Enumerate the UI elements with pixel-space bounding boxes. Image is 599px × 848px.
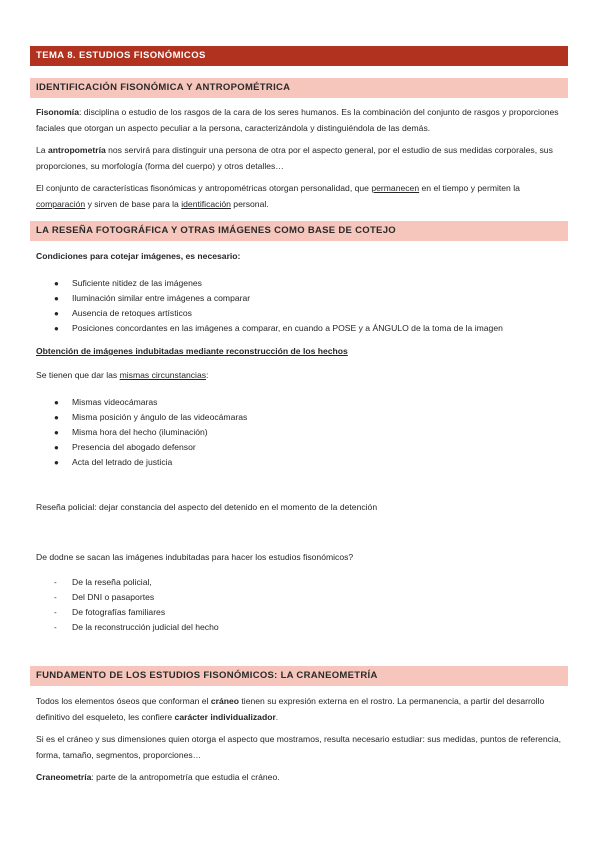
list-item xyxy=(36,620,566,635)
paragraph-text: : parte de la antropometría que estudia el cráneo. xyxy=(91,772,280,782)
paragraph-text: : xyxy=(206,370,209,380)
list-item xyxy=(36,440,566,455)
bullet-icon: ● xyxy=(54,324,59,333)
circumstances-list xyxy=(36,395,566,470)
question-paragraph: De dodne se sacan las imágenes indubitadas para hacer los estudios fisonómicos? xyxy=(36,552,354,562)
list-item-text: De fotografías familiares xyxy=(72,607,166,617)
list-item xyxy=(36,276,566,291)
list-item xyxy=(36,590,566,605)
list-item-text: Ausencia de retoques artísticos xyxy=(72,308,192,318)
chapter-title-bar: TEMA 8. ESTUDIOS FISONÓMICOS xyxy=(30,46,568,66)
list-item xyxy=(36,321,566,336)
underlined-comparacion: comparación xyxy=(36,198,86,209)
paragraph-text: personal. xyxy=(230,198,269,209)
list-item xyxy=(36,395,566,410)
paragraph-fisonomia xyxy=(36,105,566,136)
list-item-text: Misma posición y ángulo de las videocámaras xyxy=(72,412,248,422)
list-item-text: Acta del letrado de justicia xyxy=(72,457,173,467)
bullet-icon: ● xyxy=(54,443,59,452)
list-item xyxy=(36,410,566,425)
list-item-text: De la reseña policial, xyxy=(72,577,152,587)
underlined-identificacion: identificación xyxy=(181,198,231,209)
paragraph-text: Todos los elementos óseos que conforman el xyxy=(36,696,211,706)
list-item xyxy=(36,306,566,321)
list-item-text: Iluminación similar entre imágenes a comparar xyxy=(72,293,251,303)
bullet-icon: ● xyxy=(54,428,59,437)
term-craneo: cráneo xyxy=(210,696,240,706)
list-item xyxy=(36,425,566,440)
obtencion-heading: Obtención de imágenes indubitadas mediante reconstrucción de los hechos xyxy=(36,346,348,356)
paragraph-text: en el tiempo y permiten la xyxy=(419,183,520,193)
section-heading-craneometria: FUNDAMENTO DE LOS ESTUDIOS FISONÓMICOS: LA CRANEOMETRÍA xyxy=(30,666,568,686)
list-item-text: Suficiente nitidez de las imágenes xyxy=(72,278,202,288)
term-caracter-individualizador: carácter individualizador xyxy=(174,711,276,722)
dash-icon: - xyxy=(54,593,57,602)
bullet-icon: ● xyxy=(54,413,59,422)
paragraph-text: : disciplina o estudio de los rasgos de la cara de los seres humanos. Es la combinación del conjunto de rasgos y proporciones faciales que otorgan un aspecto peculiar a la persona, caracterizándola y distinguiéndola de las demás. xyxy=(36,107,559,133)
sources-list xyxy=(36,575,566,635)
circumstances-intro xyxy=(36,368,566,384)
list-item xyxy=(36,605,566,620)
dash-icon: - xyxy=(54,608,57,617)
bullet-icon: ● xyxy=(54,458,59,467)
paragraph-text: El conjunto de características fisonómicas y antropométricas otorgan personalidad, que xyxy=(36,183,372,193)
paragraph-text: Se tienen que dar las xyxy=(36,370,120,380)
bullet-icon: ● xyxy=(54,279,59,288)
paragraph-text: La xyxy=(36,145,48,155)
resena-policial-paragraph: Reseña policial: dejar constancia del aspecto del detenido en el momento de la detención xyxy=(36,502,378,512)
list-item-text: Posiciones concordantes en las imágenes a comparar, en cuando a POSE y a ÁNGULO de la toma de la imagen xyxy=(72,323,503,333)
paragraph-text: y sirven de base para la xyxy=(85,198,182,209)
term-craneometria: Craneometría xyxy=(36,772,92,782)
conditions-list xyxy=(36,276,566,336)
section-heading-identificacion: IDENTIFICACIÓN FISONÓMICA Y ANTROPOMÉTRICA xyxy=(30,78,568,98)
dash-icon: - xyxy=(54,578,57,587)
paragraph-text: . xyxy=(275,711,279,722)
term-fisonomia: Fisonomía xyxy=(36,107,79,117)
list-item-text: Misma hora del hecho (iluminación) xyxy=(72,427,208,437)
paragraph-text: tienen su expresión externa en el rostro. La permanencia, a partir del desarrollo definitivo del esqueleto, les confiere xyxy=(36,696,545,722)
underlined-mismas-circunstancias: mismas circunstancias xyxy=(119,370,207,380)
list-item xyxy=(36,575,566,590)
list-item-text: Presencia del abogado defensor xyxy=(72,442,196,452)
paragraph-caracteristicas xyxy=(36,181,566,212)
bullet-icon: ● xyxy=(54,398,59,407)
list-item xyxy=(36,455,566,470)
term-antropometria: antropometría xyxy=(47,145,106,155)
list-item-text: Mismas videocámaras xyxy=(72,397,158,407)
conditions-heading: Condiciones para cotejar imágenes, es necesario: xyxy=(36,251,241,261)
list-item xyxy=(36,291,566,306)
paragraph-text: nos servirá para distinguir una persona de otra por el aspecto general, por el estudio de sus medidas corporales, sus proporciones, su morfología (forma del cuerpo) y otros detalles… xyxy=(36,145,553,171)
paragraph-craneometria xyxy=(36,770,566,786)
bullet-icon: ● xyxy=(54,309,59,318)
section-heading-resena-fotografica: LA RESEÑA FOTOGRÁFICA Y OTRAS IMÁGENES COMO BASE DE COTEJO xyxy=(30,221,568,241)
list-item-text: Del DNI o pasaportes xyxy=(72,592,155,602)
paragraph-antropometria xyxy=(36,143,566,174)
list-item-text: De la reconstrucción judicial del hecho xyxy=(72,622,219,632)
paragraph-dimensiones: Si es el cráneo y sus dimensiones quien otorga el aspecto que mostramos, resulta necesario estudiar: sus medidas, puntos de referencia, forma, tamaño, segmentos, proporciones… xyxy=(36,734,561,760)
bullet-icon: ● xyxy=(54,294,59,303)
underlined-permanecen: permanecen xyxy=(371,183,420,193)
dash-icon: - xyxy=(54,623,57,632)
paragraph-craneo xyxy=(36,694,566,725)
